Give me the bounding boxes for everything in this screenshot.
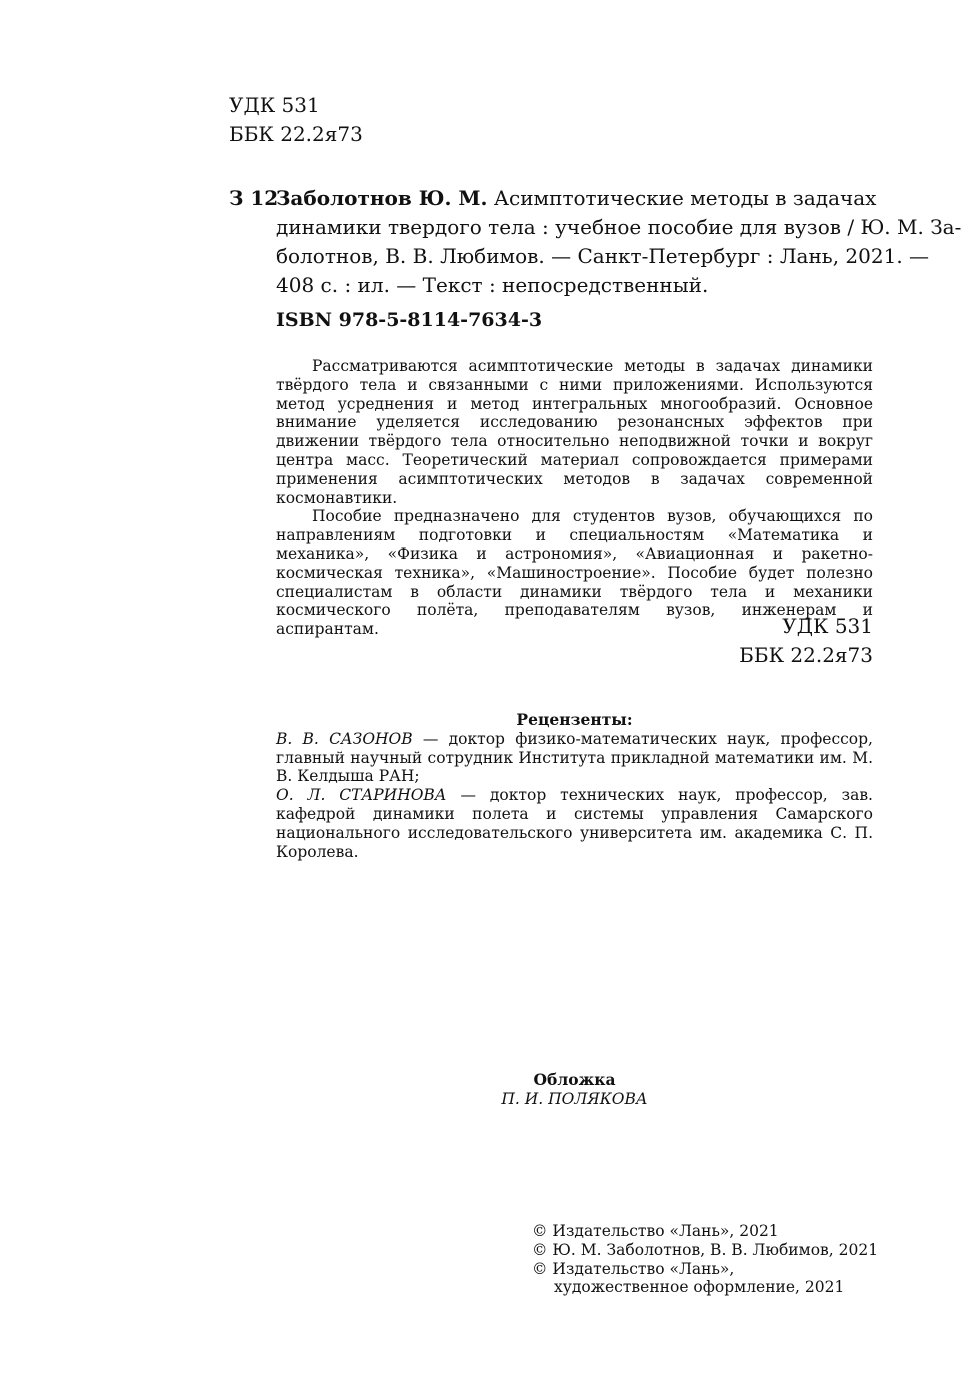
reviewer-2 bbox=[276, 786, 873, 861]
copyright-line-3: © Издательство «Лань», bbox=[532, 1259, 735, 1278]
copyright-line-2: © Ю. М. Заболотнов, В. В. Любимов, 2021 bbox=[532, 1240, 879, 1259]
entry-line-4: 408 с. : ил. — Текст : непосредственный. bbox=[276, 273, 709, 297]
entry-line-1 bbox=[276, 184, 877, 213]
reviewer-1-text: — доктор физико-математических наук, профессор, главный научный сотрудник Института прикладной математики им. М. В. Келдыша РАН; bbox=[276, 729, 873, 786]
copyright-block bbox=[532, 1222, 878, 1297]
annotation-paragraph-2: Пособие предназначено для студентов вузов, обучающихся по направлениям подготовки и специальностям «Математика и механика», «Физика и астрономия», «Авиационная и ракетно-космическая техника», «Машиностроение». Пособие будет полезно специалистам в области динамики твёрдого тела и механики космического полёта, преподавателям вузов, инженерам и аспирантам. bbox=[276, 507, 873, 639]
reviewer-1 bbox=[276, 730, 873, 786]
annotation bbox=[276, 357, 873, 639]
copyright-line-4: художественное оформление, 2021 bbox=[554, 1278, 845, 1297]
cover-designer: П. И. ПОЛЯКОВА bbox=[501, 1089, 648, 1108]
reviewer-2-name: О. Л. СТАРИНОВА bbox=[276, 786, 447, 805]
entry-line-2: динамики твердого тела : учебное пособие для вузов / Ю. М. За- bbox=[276, 215, 962, 239]
reviewers-title: Рецензенты: bbox=[516, 710, 633, 729]
entry-line-3: болотнов, В. В. Любимов. — Санкт-Петербург : Лань, 2021. — bbox=[276, 244, 930, 268]
author-mark: З 12 bbox=[229, 186, 279, 210]
udk-code-bottom: УДК 531 bbox=[782, 614, 873, 638]
annotation-paragraph-1: Рассматриваются асимптотические методы в задачах динамики твёрдого тела и связанными с ними приложениями. Используются метод усреднения и метод интегральных многообразий. Основное внимание уделяется исследованию резонансных эффектов при движении твёрдого тела относительно неподвижной точки и вокруг центра масс. Теоретический материал сопровождается примерами применения асимптотических методов в задачах современной космонавтики. bbox=[276, 357, 873, 507]
entry-title-start: Асимптотические методы в задачах bbox=[487, 186, 877, 210]
reviewer-1-name: В. В. САЗОНОВ bbox=[276, 729, 413, 748]
reviewers-block bbox=[276, 711, 873, 861]
bbk-code: ББК 22.2я73 bbox=[229, 122, 363, 146]
bibliographic-entry bbox=[276, 184, 962, 300]
entry-author: Заболотнов Ю. М. bbox=[276, 186, 488, 210]
copyright-line-1: © Издательство «Лань», 2021 bbox=[532, 1222, 779, 1240]
cover-title: Обложка bbox=[533, 1070, 616, 1089]
classification-codes-top bbox=[229, 91, 363, 149]
classification-codes-bottom bbox=[739, 612, 873, 670]
cover-credit bbox=[276, 1071, 873, 1109]
reviewer-2-text: — доктор технических наук, профессор, зав. кафедрой динамики полета и системы управления Самарского национального исследовательского университета им. академика С. П. Королева. bbox=[276, 786, 873, 861]
isbn: ISBN 978-5-8114-7634-3 bbox=[276, 309, 543, 331]
bbk-code-bottom: ББК 22.2я73 bbox=[739, 643, 873, 667]
udk-code: УДК 531 bbox=[229, 93, 320, 117]
